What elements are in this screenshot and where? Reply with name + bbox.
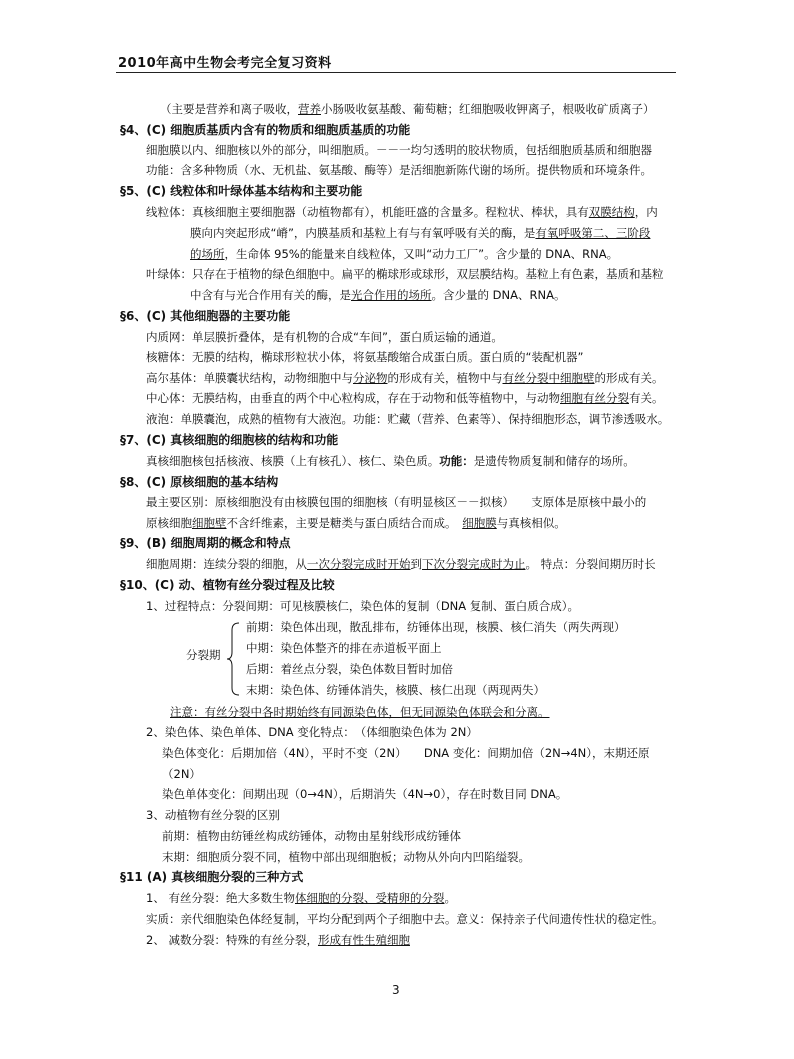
text-line xyxy=(146,349,583,365)
underlined-text: 细胞有丝分裂 xyxy=(560,391,629,405)
text-span: 原核细胞 xyxy=(146,516,192,530)
text-span: 不含纤维素，主要是糖类与蛋白质结合而成。 xyxy=(226,516,463,530)
underlined-text: 体细胞的分裂、受精卵的分裂 xyxy=(294,891,445,905)
text-span: 。 特点：分裂间期历时长 xyxy=(525,557,656,571)
page-header: 2010年高中生物会考完全复习资料 xyxy=(118,56,332,71)
text-span: 末期：染色体、纺锤体消失，核膜、核仁出现（两现两失） xyxy=(246,683,545,697)
text-span: §10、(C) 动、植物有丝分裂过程及比较 xyxy=(120,578,335,592)
text-span: 2、 减数分裂：特殊的有丝分裂， xyxy=(146,933,318,947)
text-line xyxy=(146,515,566,531)
text-span: 是遗传物质复制和储存的场所。 xyxy=(473,454,635,468)
text-line xyxy=(190,225,650,241)
text-span: 前期：植物由纺锤丝构成纺锤体，动物由星射线形成纺锤体 xyxy=(162,829,461,843)
text-span: 功能：含多种物质（水、无机盐、氨基酸、酶等）是活细胞新陈代谢的场所。提供物质和环境条件。 xyxy=(146,163,652,177)
text-span: §5、(C) 线粒体和叶绿体基本结构和主要功能 xyxy=(120,184,363,198)
text-line xyxy=(146,162,652,178)
text-span: ，生命体 95%的能量来自线粒体，又叫“动力工厂”。含少量的 DNA、RNA。 xyxy=(224,247,619,261)
section-heading xyxy=(120,474,278,490)
underlined-text: 下次分裂完成时为止 xyxy=(422,557,526,571)
text-span: （主要是营养和离子吸收， xyxy=(160,102,298,116)
text-span: 2、染色体、染色单体、DNA 变化特点： （体细胞染色体为 2N） xyxy=(146,725,478,739)
underlined-text: 形成有性生殖细胞 xyxy=(317,933,410,947)
text-line xyxy=(146,598,579,614)
text-line xyxy=(146,390,664,406)
text-line xyxy=(186,647,221,663)
text-span: 。含少量的 DNA、RNA。 xyxy=(431,288,566,302)
text-span: 的形成有关。 xyxy=(594,371,664,385)
text-span: 叶绿体：只存在于植物的绿色细胞中。扁平的椭球形或球形，双层膜结构。基粒上有色素，基质和基粒 xyxy=(146,267,664,281)
text-line xyxy=(146,142,652,158)
section-heading xyxy=(120,577,335,593)
text-line xyxy=(170,704,550,720)
text-line xyxy=(246,682,545,698)
text-span: 与真核相似。 xyxy=(496,516,566,530)
text-span: §4、(C) 细胞质基质内含有的物质和细胞质基质的功能 xyxy=(120,123,411,137)
text-span: 染色单体变化：间期出现（0→4N），后期消失（4N→0），存在时数目同 DNA。 xyxy=(162,787,568,801)
text-line xyxy=(146,204,658,220)
text-span: 末期：细胞质分裂不同，植物中部出现细胞板；动物从外向内凹陷缢裂。 xyxy=(162,850,530,864)
text-span: 中心体：无膜结构，由垂直的两个中心粒构成，存在于动物和低等植物中，与动物 xyxy=(146,391,560,405)
text-span: §8、(C) 原核细胞的基本结构 xyxy=(120,475,279,489)
page-number: 3 xyxy=(392,983,400,997)
underlined-text: 光合作用的场所 xyxy=(351,288,432,302)
text-line xyxy=(246,619,626,635)
text-span: 细胞膜以内、细胞核以外的部分，叫细胞质。－－一均匀透明的胶状物质，包括细胞质基质和细胞器 xyxy=(146,143,652,157)
underlined-text: 营养 xyxy=(298,102,321,116)
text-span: 液泡：单膜囊泡，成熟的植物有大液泡。功能：贮藏（营养、色素等）、保持细胞形态，调节渗透吸水。 xyxy=(146,412,670,426)
text-line xyxy=(146,370,664,386)
text-line xyxy=(146,932,410,948)
text-span: 中含有与光合作用有关的酶，是 xyxy=(190,288,351,302)
text-span: 中期：染色体整齐的排在赤道板平面上 xyxy=(246,641,442,655)
text-span: 后期：着丝点分裂，染色体数目暂时加倍 xyxy=(246,662,453,676)
text-line xyxy=(162,766,201,782)
text-span: ，内 xyxy=(634,205,658,219)
text-span: 的形成有关，植物中与 xyxy=(387,371,503,385)
text-line xyxy=(162,786,567,802)
text-span: 功能： xyxy=(439,454,474,468)
text-span: 染色体变化：后期加倍（4N），平时不变（2N） DNA 变化：间期加倍（2N→4N），末期还原 xyxy=(162,746,650,760)
text-span: 核糖体：无膜的结构，椭球形粒状小体，将氨基酸缩合成蛋白质。蛋白质的“装配机器” xyxy=(146,350,584,364)
text-span: 前期：染色体出现，散乱排布，纺锤体出现，核膜、核仁消失（两失两现） xyxy=(246,620,626,634)
text-line xyxy=(146,911,664,927)
text-span: §9、(B) 细胞周期的概念和特点 xyxy=(120,536,291,550)
text-line xyxy=(246,661,453,677)
text-span: 高尔基体：单膜囊状结构，动物细胞中与 xyxy=(146,371,353,385)
text-line xyxy=(146,890,456,906)
underlined-text: 的场所 xyxy=(190,247,225,261)
text-span: 小肠吸收氨基酸、葡萄糖；红细胞吸收钾离子，根吸收矿质离子） xyxy=(321,102,655,116)
text-span: 分裂期 xyxy=(186,648,221,662)
text-line xyxy=(146,556,656,572)
text-span: §11 (A) 真核细胞分裂的三种方式 xyxy=(120,870,304,884)
text-line xyxy=(146,494,646,510)
section-heading xyxy=(120,308,290,324)
text-line xyxy=(146,411,669,427)
text-line xyxy=(190,246,618,262)
text-line xyxy=(146,329,503,345)
text-line xyxy=(146,453,635,469)
text-span: 到 xyxy=(410,557,422,571)
text-span: （2N） xyxy=(162,767,201,781)
text-span: 真核细胞核包括核液、核膜（上有核孔）、核仁、染色质。 xyxy=(146,454,440,468)
underlined-text: 分泌物 xyxy=(353,371,388,385)
text-span: 3、动植物有丝分裂的区别 xyxy=(146,808,280,822)
text-line xyxy=(190,287,565,303)
underlined-text: 双膜结构 xyxy=(588,205,635,219)
text-span: 1、 有丝分裂：绝大多数生物 xyxy=(146,891,295,905)
phase-brace xyxy=(226,622,240,696)
text-span: §7、(C) 真核细胞的细胞核的结构和功能 xyxy=(120,433,339,447)
underlined-text: 有氧呼吸第二、三阶段 xyxy=(535,226,651,240)
text-line xyxy=(162,828,461,844)
underlined-text: 一次分裂完成时开始 xyxy=(307,557,411,571)
text-line xyxy=(146,724,478,740)
section-heading xyxy=(120,432,338,448)
text-line xyxy=(160,101,655,117)
section-heading xyxy=(120,869,303,885)
section-heading xyxy=(120,122,410,138)
text-line xyxy=(246,640,442,656)
underlined-text: 有丝分裂中细胞壁 xyxy=(502,371,595,385)
underlined-text: 细胞壁 xyxy=(192,516,227,530)
text-line xyxy=(162,745,650,761)
text-span: 线粒体：真核细胞主要细胞器（动植物都有），机能旺盛的含量多。程粒状、棒状，具有 xyxy=(146,205,589,219)
text-line xyxy=(146,807,280,823)
text-span: §6、(C) 其他细胞器的主要功能 xyxy=(120,309,291,323)
text-span: 。 xyxy=(444,891,456,905)
section-heading xyxy=(120,535,291,551)
header-rule xyxy=(116,72,676,73)
text-span: 细胞周期：连续分裂的细胞，从 xyxy=(146,557,307,571)
text-span: 最主要区别：原核细胞没有由核膜包围的细胞核（有明显核区－－拟核） 支原体是原核中最小的 xyxy=(146,495,647,509)
text-span: 膜向内突起形成“嵴”，内膜基质和基粒上有与有氧呼吸有关的酶，是 xyxy=(190,226,536,240)
section-heading xyxy=(120,183,362,199)
text-span: 有关。 xyxy=(629,391,664,405)
text-line xyxy=(162,849,530,865)
underlined-text: 注意：有丝分裂中各时期始终有同源染色体，但无同源染色体联会和分离。 xyxy=(170,705,550,719)
text-span: 1、过程特点：分裂间期：可见核膜核仁，染色体的复制（DNA 复制、蛋白质合成）。 xyxy=(146,599,580,613)
text-span: 实质：亲代细胞染色体经复制，平均分配到两个子细胞中去。意义：保持亲子代间遗传性状的稳定性。 xyxy=(146,912,664,926)
underlined-text: 细胞膜 xyxy=(462,516,497,530)
text-span: 内质网：单层膜折叠体，是有机物的合成“车间”，蛋白质运输的通道。 xyxy=(146,330,503,344)
text-line xyxy=(146,266,664,282)
